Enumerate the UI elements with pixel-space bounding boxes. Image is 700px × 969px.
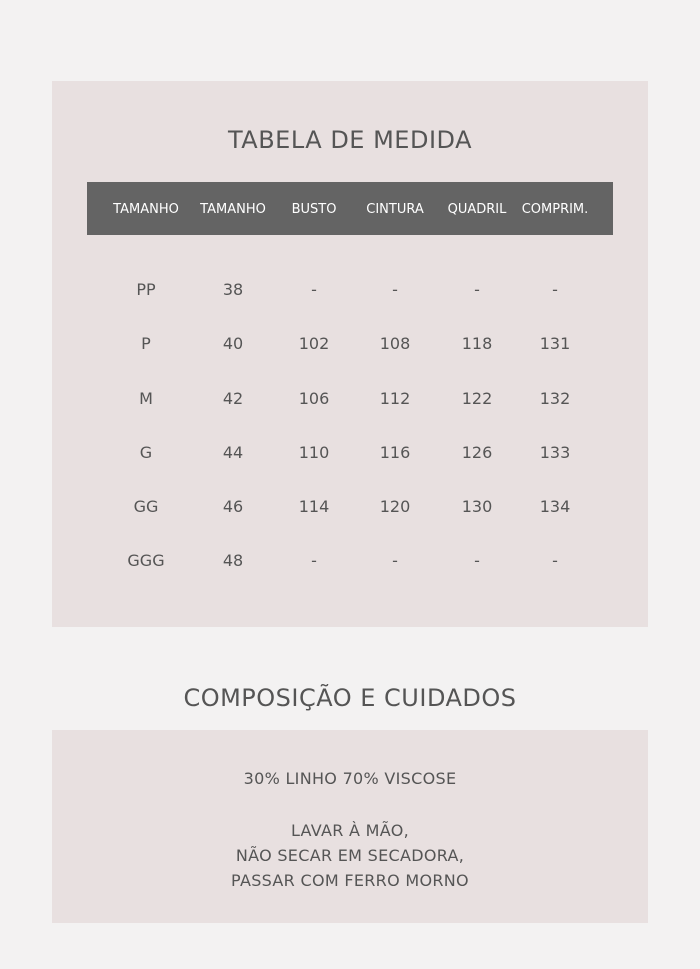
table-cell: -: [392, 551, 398, 570]
table-cell: 112: [379, 389, 411, 408]
table-cell: 126: [461, 443, 493, 462]
table-row: [0, 546, 700, 576]
column-header: COMPRIM.: [521, 202, 589, 217]
table-cell: -: [474, 551, 480, 570]
table-cell: 116: [379, 443, 411, 462]
table-cell: 106: [298, 389, 330, 408]
table-cell: -: [552, 551, 558, 570]
table-cell: PP: [136, 280, 156, 299]
table-cell: 131: [539, 334, 571, 353]
table-cell: 40: [222, 334, 244, 353]
column-header: BUSTO: [291, 202, 337, 217]
composition-text: 30% LINHO 70% VISCOSE: [243, 769, 457, 788]
table-row: [0, 384, 700, 414]
table-cell: GGG: [127, 551, 165, 570]
table-cell: 134: [539, 497, 571, 516]
table-cell: -: [552, 280, 558, 299]
table-cell: -: [474, 280, 480, 299]
table-cell: G: [139, 443, 153, 462]
table-row: [0, 329, 700, 359]
care-title: COMPOSIÇÃO E CUIDADOS: [183, 684, 517, 712]
table-cell: 102: [298, 334, 330, 353]
table-cell: M: [139, 389, 153, 408]
table-cell: 130: [461, 497, 493, 516]
table-cell: 120: [379, 497, 411, 516]
column-header: TAMANHO: [113, 202, 179, 217]
table-cell: 118: [461, 334, 493, 353]
table-row: [0, 492, 700, 522]
column-header: CINTURA: [366, 202, 424, 217]
size-table-title: TABELA DE MEDIDA: [228, 126, 472, 154]
table-cell: 48: [222, 551, 244, 570]
care-instruction-line: NÃO SECAR EM SECADORA,: [235, 846, 465, 865]
table-cell: -: [311, 280, 317, 299]
table-cell: 42: [222, 389, 244, 408]
table-cell: 122: [461, 389, 493, 408]
table-row: [0, 275, 700, 305]
table-cell: 44: [222, 443, 244, 462]
table-cell: 108: [379, 334, 411, 353]
table-cell: 110: [298, 443, 330, 462]
table-cell: GG: [133, 497, 159, 516]
table-cell: 133: [539, 443, 571, 462]
table-cell: P: [141, 334, 151, 353]
column-header: QUADRIL: [447, 202, 507, 217]
table-cell: 38: [222, 280, 244, 299]
table-cell: 114: [298, 497, 330, 516]
column-header: TAMANHO: [200, 202, 266, 217]
care-instruction-line: PASSAR COM FERRO MORNO: [231, 871, 469, 890]
table-cell: -: [311, 551, 317, 570]
table-cell: -: [392, 280, 398, 299]
table-row: [0, 438, 700, 468]
care-instruction-line: LAVAR À MÃO,: [290, 821, 410, 840]
table-cell: 46: [222, 497, 244, 516]
table-cell: 132: [539, 389, 571, 408]
